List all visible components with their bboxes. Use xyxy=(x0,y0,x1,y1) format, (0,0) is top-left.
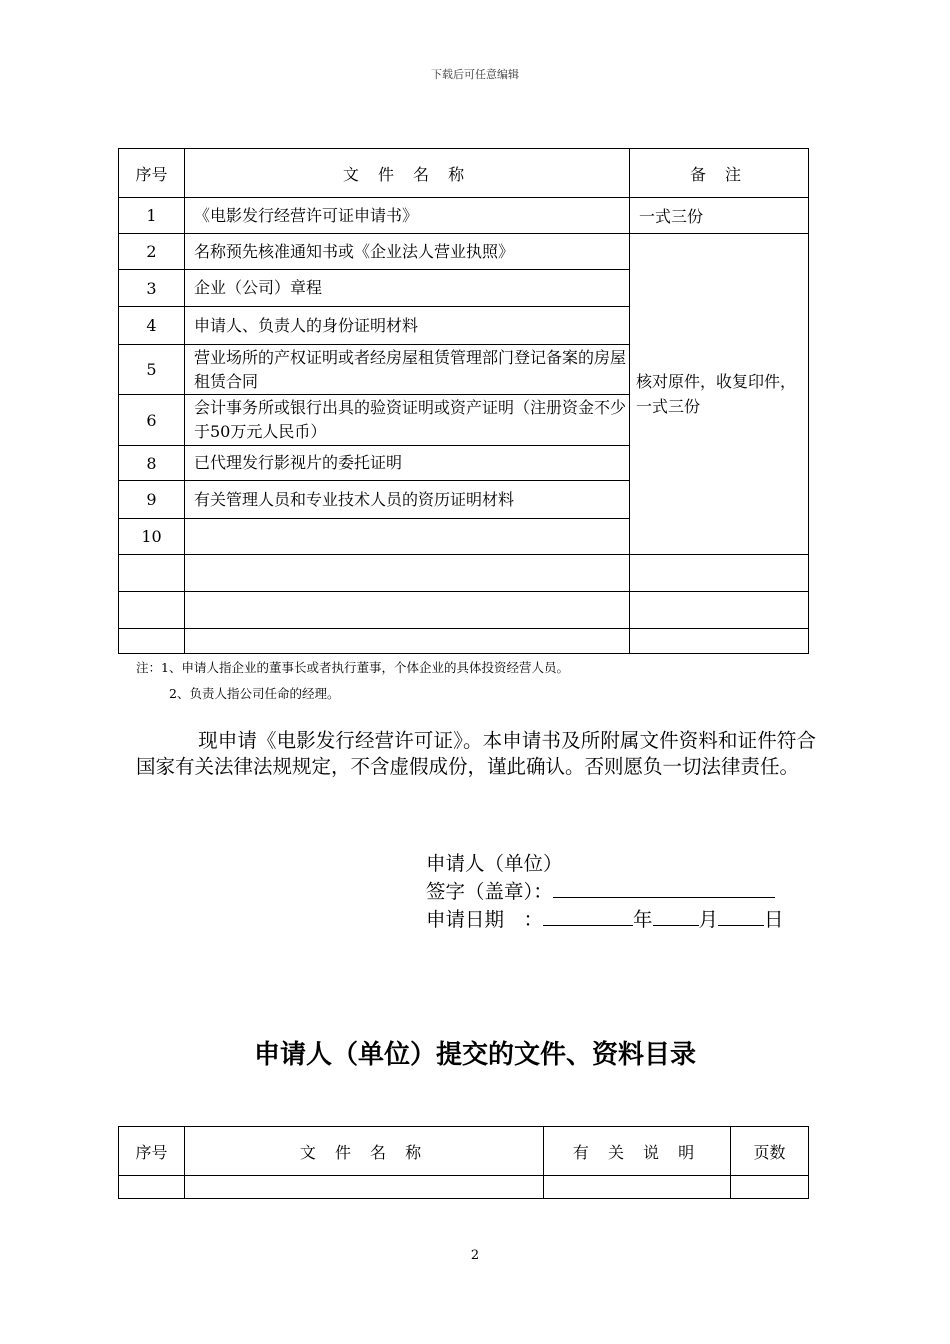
year-blank[interactable] xyxy=(543,905,633,926)
sign-label: 签字（盖章）： xyxy=(426,880,553,903)
row-name: 有关管理人员和专业技术人员的资历证明材料 xyxy=(185,481,630,519)
month-blank[interactable] xyxy=(653,905,699,926)
col-header-pages: 页数 xyxy=(731,1127,809,1176)
col-header-seq: 序号 xyxy=(119,1127,185,1176)
date-row xyxy=(426,905,784,933)
row-seq: 8 xyxy=(119,446,185,481)
row-seq: 10 xyxy=(119,519,185,555)
header-note: 下载后可任意编辑 xyxy=(431,68,519,81)
col-header-name: 文 件 名 称 xyxy=(185,1127,544,1176)
section-title: 申请人（单位）提交的文件、资料目录 xyxy=(253,1040,696,1070)
day-blank[interactable] xyxy=(718,905,764,926)
row-seq: 2 xyxy=(119,234,185,270)
applicant-label: 申请人（单位） xyxy=(426,852,563,875)
footnote-2: 2、负责人指公司任命的经理。 xyxy=(169,686,340,701)
row-seq: 3 xyxy=(119,270,185,307)
row-remark: 一式三份 xyxy=(630,198,809,234)
empty-cell xyxy=(119,1176,185,1199)
row-name: 企业（公司）章程 xyxy=(185,270,630,307)
row-seq: 1 xyxy=(119,198,185,234)
row-seq: 6 xyxy=(119,395,185,446)
year-label: 年 xyxy=(633,908,653,931)
declaration-text: 现申请《电影发行经营许可证》。本申请书及所附属文件资料和证件符合国家有关法律法规规定，不含虚假成份，谨此确认。否则愿负一切法律责任。 xyxy=(136,729,816,778)
signature-block xyxy=(426,851,784,933)
empty-cell xyxy=(119,629,185,654)
col-header-remark: 备 注 xyxy=(630,149,809,198)
footnotes xyxy=(136,655,569,707)
row-name: 申请人、负责人的身份证明材料 xyxy=(185,307,630,345)
empty-row xyxy=(119,592,809,629)
month-label: 月 xyxy=(698,908,719,931)
empty-cell xyxy=(119,555,185,592)
table-header-row xyxy=(119,1127,809,1176)
empty-row xyxy=(119,629,809,654)
empty-cell xyxy=(119,592,185,629)
empty-cell xyxy=(544,1176,731,1199)
row-seq: 4 xyxy=(119,307,185,345)
declaration-paragraph xyxy=(136,728,816,780)
col-header-seq: 序号 xyxy=(119,149,185,198)
day-label: 日 xyxy=(764,908,784,931)
empty-cell xyxy=(731,1176,809,1199)
row-seq: 5 xyxy=(119,345,185,395)
col-header-desc: 有 关 说 明 xyxy=(544,1127,731,1176)
required-documents-table xyxy=(118,148,809,654)
row-name: 已代理发行影视片的委托证明 xyxy=(185,446,630,481)
empty-cell xyxy=(185,592,630,629)
row-seq: 9 xyxy=(119,481,185,519)
empty-cell xyxy=(185,555,630,592)
signature-line[interactable] xyxy=(553,877,775,898)
row-name: 名称预先核准通知书或《企业法人营业执照》 xyxy=(185,234,630,270)
empty-cell xyxy=(630,592,809,629)
col-header-name: 文 件 名 称 xyxy=(185,149,630,198)
merged-remark: 核对原件，收复印件，一式三份 xyxy=(630,234,809,555)
empty-row xyxy=(119,555,809,592)
date-label: 申请日期 ： xyxy=(426,908,544,931)
footnote-1: 注：1、申请人指企业的董事长或者执行董事，个体企业的具体投资经营人员。 xyxy=(136,660,569,675)
sign-row xyxy=(426,877,784,905)
row-name: 会计事务所或银行出具的验资证明或资产证明（注册资金不少于50万元人民币） xyxy=(185,395,630,446)
submitted-documents-table xyxy=(118,1126,809,1199)
empty-row xyxy=(119,1176,809,1199)
table-header-row xyxy=(119,149,809,198)
row-name xyxy=(185,519,630,555)
empty-cell xyxy=(185,1176,544,1199)
row-name: 《电影发行经营许可证申请书》 xyxy=(185,198,630,234)
empty-cell xyxy=(630,555,809,592)
row-name: 营业场所的产权证明或者经房屋租赁管理部门登记备案的房屋租赁合同 xyxy=(185,345,630,395)
page-number: 2 xyxy=(470,1248,480,1263)
table-row xyxy=(119,198,809,234)
empty-cell xyxy=(185,629,630,654)
empty-cell xyxy=(630,629,809,654)
table-row xyxy=(119,234,809,270)
